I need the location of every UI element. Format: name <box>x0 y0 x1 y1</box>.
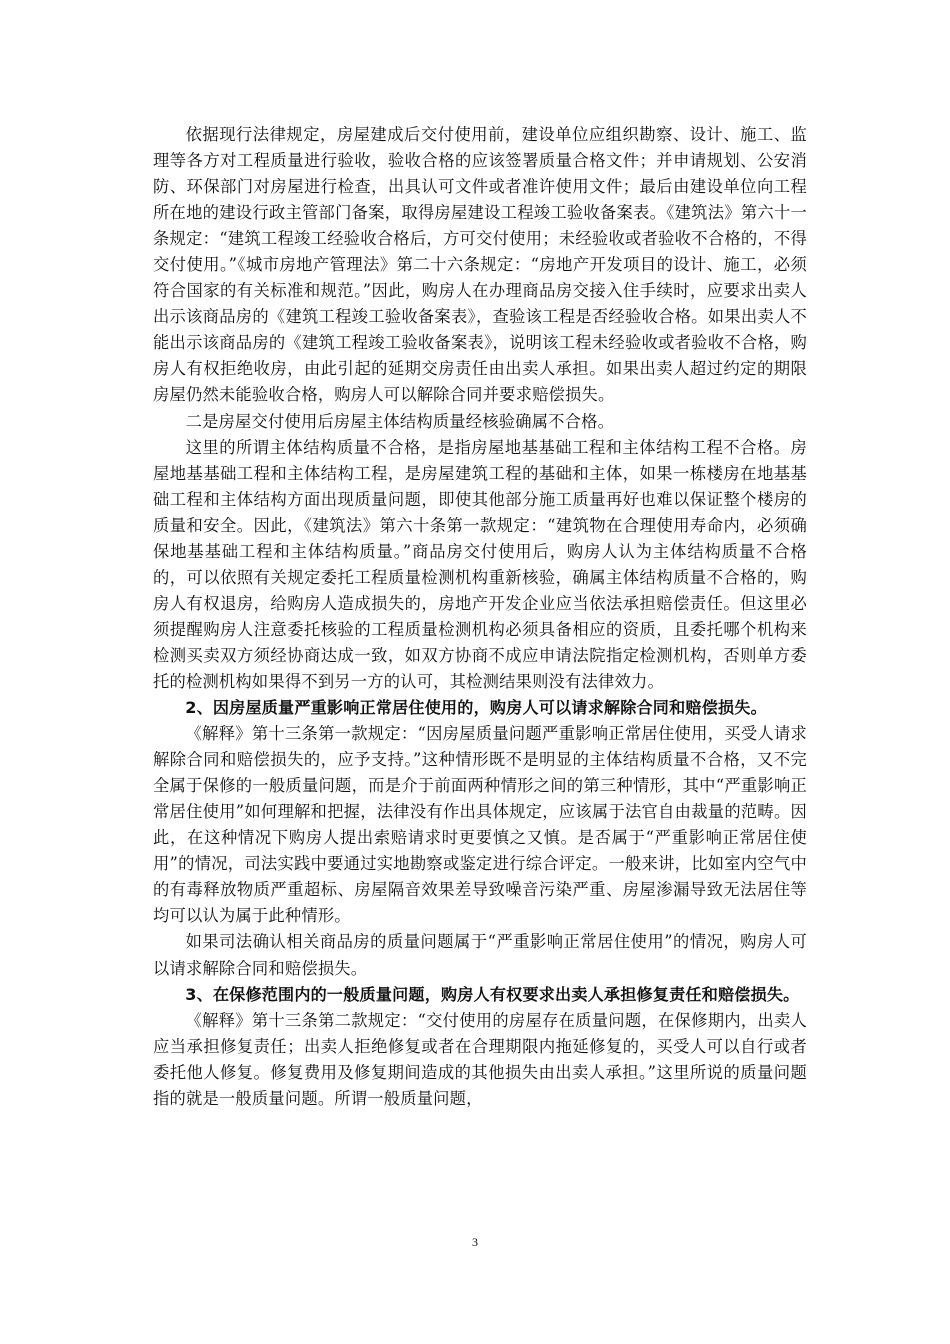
paragraph-interpretation-article-13-2: 《解释》第十三条第二款规定：“交付使用的房屋存在质量问题，在保修期内，出卖人应当承担修复责任；出卖人拒绝修复或者在合理期限内拖延修复的，买受人可以自行或者委托他人修复。修复费用及修复期间造成的其他损失由出卖人承担。”这里所说的质量问题指的就是一般质量问题。所谓一般质量问题， <box>153 1010 807 1108</box>
paragraph-structure-quality-detail: 这里的所谓主体结构质量不合格，是指房屋地基基础工程和主体结构工程不合格。房屋地基基础工程和主体结构工程，是房屋建筑工程的基础和主体，如果一栋楼房在地基基础工程和主体结构方面出现质量问题，即使其他部分施工质量再好也难以保证整个楼房的质量和安全。因此，《建筑法》第六十条第一款规定：“建筑物在合理使用寿命内，必须确保地基基础工程和主体结构质量。”商品房交付使用后，购房人认为主体结构质量不合格的，可以依照有关规定委托工程质量检测机构重新核验，确属主体结构质量不合格的，购房人有权退房，给购房人造成损失的，房地产开发企业应当依法承担赔偿责任。但这里必须提醒购房人注意委托核验的工程质量检测机构必须具备相应的资质，且委托哪个机构来检测买卖双方须经协商达成一致，如双方协商不成应申请法院指定检测机构，否则单方委托的检测机构如果得不到另一方的认可，其检测结果则没有法律效力。 <box>153 437 807 691</box>
paragraph-judicial-confirmation: 如果司法确认相关商品房的质量问题属于“严重影响正常居住使用”的情况，购房人可以请求解除合同和赔偿损失。 <box>153 932 807 978</box>
section-heading-general-quality: 3、在保修范围内的一般质量问题，购房人有权要求出卖人承担修复责任和赔偿损失。 <box>185 984 800 1004</box>
document-body <box>153 122 807 1112</box>
paragraph-acceptance-requirements: 依据现行法律规定，房屋建成后交付使用前，建设单位应组织勘察、设计、施工、监理等各方对工程质量进行验收，验收合格的应该签署质量合格文件；并申请规划、公安消防、环保部门对房屋进行检查，出具认可文件或者准许使用文件；最后由建设单位向工程所在地的建设行政主管部门备案，取得房屋建设工程竣工验收备案表。《建筑法》第六十一条规定：“建筑工程竣工经验收合格后，方可交付使用；未经验收或者验收不合格的，不得交付使用。”《城市房地产管理法》第二十六条规定：“房地产开发项目的设计、施工，必须符合国家的有关标准和规范。”因此，购房人在办理商品房交接入住手续时，应要求出卖人出示该商品房的《建筑工程竣工验收备案表》，查验该工程是否经验收合格。如果出卖人不能出示该商品房的《建筑工程竣工验收备案表》，说明该工程未经验收或者验收不合格，购房人有权拒绝收房，由此引起的延期交房责任由出卖人承担。如果出卖人超过约定的期限房屋仍然未能验收合格，购房人可以解除合同并要求赔偿损失。 <box>153 125 807 405</box>
paragraph-interpretation-article-13-1: 《解释》第十三条第一款规定：“因房屋质量问题严重影响正常居住使用，买受人请求解除合同和赔偿损失的，应予支持。”这种情形既不是明显的主体结构质量不合格，又不完全属于保修的一般质量问题，而是介于前面两种情形之间的第三种情形，其中“严重影响正常居住使用”如何理解和把握，法律没有作出具体规定，应该属于法官自由裁量的范畴。因此，在这种情况下购房人提出索赔请求时更要慎之又慎。是否属于“严重影响正常居住使用”的情况，司法实践中要通过实地勘察或鉴定进行综合评定。一般来讲，比如室内空气中的有毒释放物质严重超标、房屋隔音效果差导致噪音污染严重、房屋渗漏导致无法居住等均可以认为属于此种情形。 <box>153 724 807 926</box>
paragraph-structure-unqualified-intro: 二是房屋交付使用后房屋主体结构质量经核验确属不合格。 <box>185 411 615 431</box>
section-heading-serious-impact: 2、因房屋质量严重影响正常居住使用的，购房人可以请求解除合同和赔偿损失。 <box>185 698 767 718</box>
page-number: 3 <box>472 1235 478 1249</box>
